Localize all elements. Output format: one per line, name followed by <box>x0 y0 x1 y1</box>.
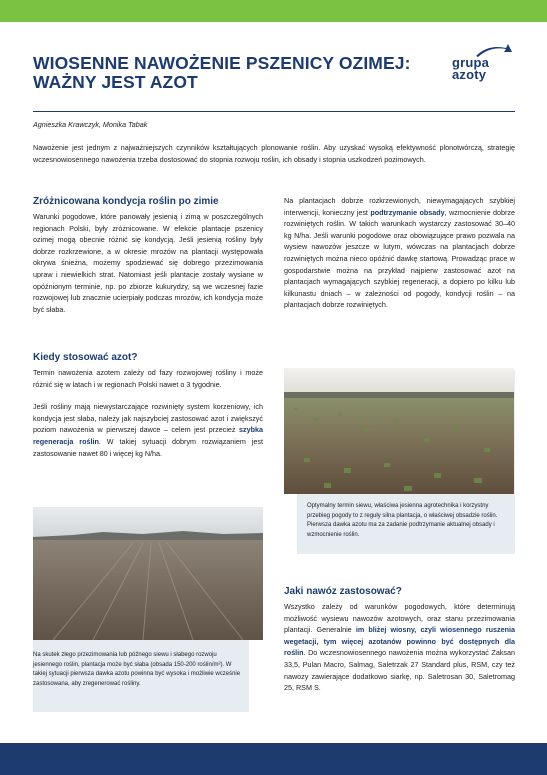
caption-weak-plantation: Na skutek złego przezimowania lub późnego siewu i słabego rozwoju jesiennego roślin, plantacja może być słaba (obsada 150-200 roślin/m²). W takiej sytuacji pierwsza dawka azotu powinna być wysoka i możliwie wcześnie zastosowana, aby zregenerować rośliny. <box>33 652 241 687</box>
section-body-when-2 <box>33 401 263 459</box>
right-column-bottom <box>284 585 515 694</box>
top-accent-bar <box>0 0 547 22</box>
logo-word-grupa: grupa <box>452 55 490 70</box>
left-column-nitrogen <box>33 351 263 459</box>
right-text-b: , wzmocnienie dobrze rozwiniętych roślin. W takich warunkach wystarczy zastosować 30–40 kg N/ha. Jeśli warunki pogodowe oraz obowiązujące prawo pozwala na wysiew nawozów jeszcze w lutym, wówczas na plantacjach dobrze rozwiniętych można nieco opóźnić dawkę startową. Prowadząc prace w gospodarstwie można na przykład najpierw zastosować azot na plantacjach wymagających szybkiej regeneracji, a dopiero po kilku lub kilkunastu dniach – w zależności od pogody, kondycji roślin – na plantacjach dobrze rozwiniętych. <box>284 207 516 310</box>
section-heading-when: Kiedy stosować azot? <box>33 352 138 363</box>
caption-strong-plantation: Optymalny termin siewu, właściwa jesienna agrotechnika i korzystny przebieg pogody to z reguły silna plantacja, o właściwej obsadzie roślin. Pierwsza dawka azotu ma za zadanie podtrzymanie aktualnej obsady i wzmocnienie roślin. <box>307 503 498 538</box>
when-text-b: . W takiej sytuacji dobrym rozwiązaniem jest zastosowanie nawet 80 i więcej kg N/ha. <box>33 436 263 458</box>
left-column-top <box>33 195 263 315</box>
grupa-azoty-logo <box>452 42 516 86</box>
title-line-1: WIOSENNE NAWOŻENIE PSZENICY OZIMEJ: <box>33 53 411 73</box>
fertilizer-highlight: im bliżej wiosny, czyli wiosennego ruszenia wegetacji, tym więcej azotanów powinno być dostępnych dla roślin <box>284 625 515 658</box>
logo-wordmark <box>452 57 489 81</box>
section-heading-fertilizer: Jaki nawóz zastosować? <box>284 586 402 597</box>
article-title <box>33 54 433 92</box>
right-text-a: Na plantacjach dobrze rozkrzewionych, niewymagających szybkiej interwencji, konieczny jest <box>284 196 515 217</box>
title-line-2: WAŻNY JEST AZOT <box>33 72 198 92</box>
header-divider <box>33 111 515 112</box>
authors: Agnieszka Krawczyk, Monika Tabak <box>33 120 148 129</box>
section-heading-condition: Zróżnicowana kondycja roślin po zimie <box>33 196 219 207</box>
intro-paragraph: Nawożenie jest jednym z najważniejszych czynników kształtujących plonowanie roślin. Aby uzyskać wysoką efektywność plonotwórczą, strategię wczesnowiosennego nawożenia trzeba dostosować do stopnia rozwoju roślin, ich obsady i stopnia uszkodzeń pozimowych. <box>33 143 515 164</box>
section-body-when-1: Termin nawożenia azotem zależy od fazy rozwojowej rośliny i może różnić się w latach i w regionach Polski nawet o 3 tygodnie. <box>33 368 263 389</box>
right-column-top <box>284 195 515 311</box>
right-paragraph <box>284 195 515 311</box>
bottom-footer-bar <box>0 743 547 775</box>
when-highlight: szybka regeneracja roślin <box>33 425 263 446</box>
logo-word-azoty: azoty <box>452 67 487 82</box>
when-text-a: Jeśli rośliny mają niewystarczające rozwinięty system korzeniowy, ich kondycja jest słaba, należy jak najszybciej zastosować azot i zwiększyć poziom nawożenia w pierwszej dawce – celem jest przecież <box>33 402 263 435</box>
photo-strong-plantation <box>284 368 514 494</box>
photo-weak-plantation <box>33 507 263 640</box>
section-body-fertilizer <box>284 601 515 694</box>
fertilizer-text-a: Wszystko zależy od warunków pogodowych, które determinują możliwość wysiewu nawozów azotowych, oraz stanu przezimowania plantacji. Generalnie <box>284 602 515 635</box>
fertilizer-text-b: . Do wczesnowiosennego nawożenia można wykorzystać Zaksan 33,5, Pulan Macro, Salmag, Saletrzak 27 Standard plus, RSM, czy też nawozy zawierające dodatkowo siarkę, np. Saletrosan 30, Saletromag 25, RSM S. <box>284 648 515 693</box>
right-highlight: podtrzymanie obsady <box>370 207 445 217</box>
section-body-condition: Warunki pogodowe, które panowały jesienią i zimą w poszczególnych regionach Polski, były zróżnicowane. W efekcie plantacje pszenicy ozimej mogą obecnie różnić się kondycją. Jeśli jesienią rośliny były dobrze rozkrzewione, a w okresie mrozów na plantacji występowała okrywa śnieżna, możemy spodziewać się dobrego przezimowania upraw i niewielkich strat. Natomiast jeśli plantacje zostały wysiane w opóźnionym terminie, np. po zbiorze kukurydzy, są we wczesnej fazie rozwojowej lub znacznie ucierpiały podczas mrozów, ich kondycja może być słaba. <box>33 212 263 314</box>
